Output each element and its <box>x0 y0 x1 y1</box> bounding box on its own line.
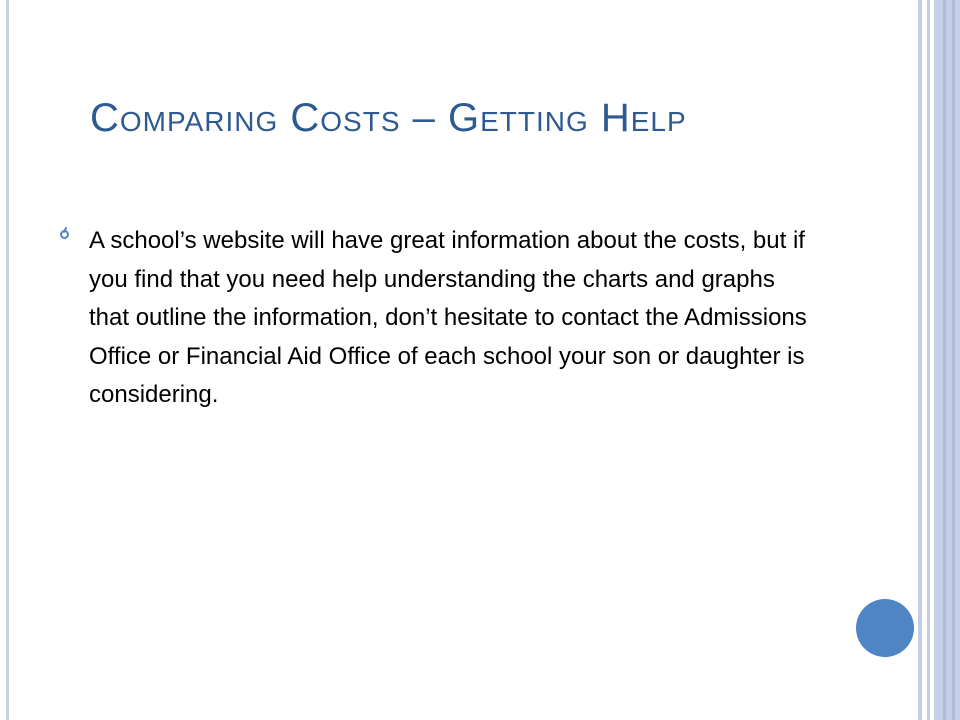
bullet-list <box>60 222 820 415</box>
slide-title: Comparing Costs – Getting Help <box>90 96 687 140</box>
bullet-item <box>60 222 820 415</box>
left-border-line <box>6 0 9 720</box>
circle-decoration <box>856 599 914 657</box>
bullet-text: A school’s website will have great information about the costs, but if you find that you need help understanding the charts and graphs that outline the information, don’t hesitate to contact the Admissions Office or Financial Aid Office of each school your son or daughter is considering. <box>89 227 807 408</box>
circle-bullet-icon <box>60 230 69 239</box>
right-stripe <box>943 0 946 720</box>
right-stripe <box>934 0 960 720</box>
right-stripe <box>952 0 955 720</box>
